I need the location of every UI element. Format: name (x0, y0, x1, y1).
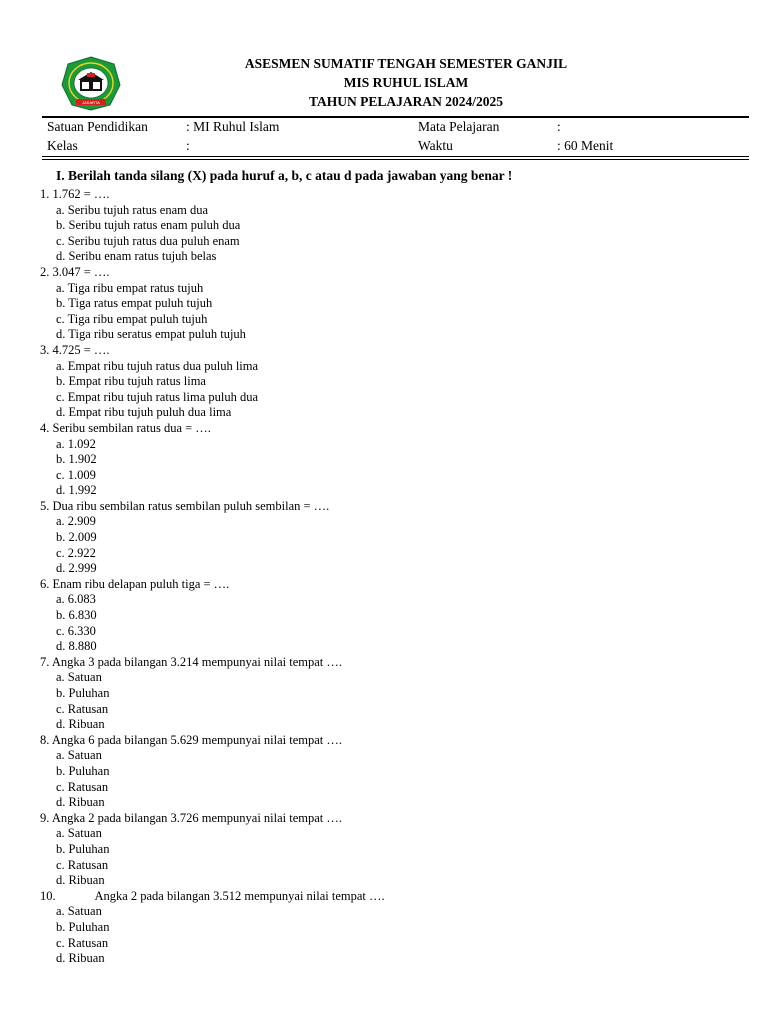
question-list (40, 187, 740, 967)
waktu-value: : 60 Menit (557, 138, 614, 153)
answer-option: c. 6.330 (56, 623, 96, 638)
question-number: 4. (40, 420, 50, 435)
question-item (40, 499, 740, 577)
question-item (40, 733, 740, 811)
question-text (40, 187, 740, 203)
satuan-value: : MI Ruhul Islam (186, 119, 280, 134)
question-prompt: Angka 3 pada bilangan 3.214 mempunyai nilai tempat …. (51, 654, 343, 669)
answer-option: a. 6.083 (56, 592, 96, 607)
question-prompt: Angka 2 pada bilangan 3.512 mempunyai nilai tempat …. (94, 888, 385, 903)
answer-option: d. Ribuan (56, 951, 105, 966)
question-item (40, 811, 740, 889)
answer-option: a. Satuan (56, 748, 102, 763)
answer-options (56, 281, 740, 343)
answer-option: c. 2.922 (56, 545, 96, 560)
answer-option: b. Puluhan (56, 763, 110, 778)
answer-option: d. Ribuan (56, 873, 105, 888)
answer-option: a. 2.909 (56, 514, 96, 529)
answer-option: c. Empat ribu tujuh ratus lima puluh dua (56, 389, 259, 404)
answer-option: c. 1.009 (56, 467, 96, 482)
question-text (40, 265, 740, 281)
answer-option: c. Ratusan (56, 701, 109, 716)
answer-option: c. Ratusan (56, 779, 109, 794)
kelas-label: Kelas (47, 138, 78, 153)
question-number: 7. (40, 654, 50, 669)
answer-option: a. Empat ribu tujuh ratus dua puluh lima (56, 358, 259, 373)
question-item (40, 343, 740, 421)
answer-option: a. Seribu tujuh ratus enam dua (56, 202, 209, 217)
question-number: 1. (40, 187, 50, 201)
answer-option: c. Tiga ribu empat puluh tujuh (56, 311, 208, 326)
question-number: 6. (40, 576, 50, 591)
question-text (40, 343, 740, 359)
mapel-label: Mata Pelajaran (418, 119, 500, 134)
answer-options (56, 437, 740, 499)
answer-option: a. Satuan (56, 904, 102, 919)
mapel-value: : (557, 119, 561, 134)
answer-option: d. Ribuan (56, 717, 105, 732)
answer-option: b. 2.009 (56, 530, 97, 545)
question-item (40, 421, 740, 499)
answer-option: b. Seribu tujuh ratus enam puluh dua (56, 218, 241, 233)
answer-options (56, 826, 740, 888)
header-divider-bottom (42, 156, 749, 157)
answer-option: b. Puluhan (56, 686, 110, 700)
question-number: 9. (40, 810, 50, 825)
answer-options (56, 203, 740, 265)
answer-option: a. Tiga ribu empat ratus tujuh (56, 280, 204, 295)
answer-option: b. 1.902 (56, 452, 97, 467)
question-prompt: 4.725 = …. (52, 342, 110, 357)
question-text (40, 811, 740, 827)
answer-options (56, 748, 740, 810)
answer-option: c. Ratusan (56, 935, 109, 950)
header-divider-top (42, 116, 749, 118)
answer-option: d. Empat ribu tujuh puluh dua lima (56, 405, 232, 420)
question-text (40, 421, 740, 437)
question-number: 8. (40, 732, 50, 747)
logo-text: JAKARTA (82, 100, 100, 105)
answer-options (56, 670, 740, 732)
question-prompt: Enam ribu delapan puluh tiga = …. (52, 576, 230, 591)
question-text (40, 577, 740, 593)
question-number: 10. (40, 888, 56, 903)
question-prompt: Dua ribu sembilan ratus sembilan puluh sembilan = …. (52, 498, 330, 513)
question-text (40, 889, 740, 905)
question-item (40, 889, 740, 967)
answer-option: d. 1.992 (56, 483, 97, 498)
question-text (40, 733, 740, 749)
answer-option: d. 2.999 (56, 561, 97, 576)
answer-options (56, 359, 740, 421)
question-number: 5. (40, 498, 50, 513)
answer-option: a. Satuan (56, 670, 102, 685)
question-prompt: 3.047 = …. (52, 264, 110, 279)
answer-option: d. Tiga ribu seratus empat puluh tujuh (56, 327, 246, 342)
answer-option: b. 6.830 (56, 608, 97, 623)
answer-option: b. Puluhan (56, 919, 110, 934)
answer-option: c. Ratusan (56, 857, 109, 872)
kelas-value: : (186, 138, 190, 153)
answer-options (56, 904, 740, 966)
school-name: MIS RUHUL ISLAM (343, 75, 469, 90)
question-item (40, 265, 740, 343)
answer-option: d. 8.880 (56, 639, 97, 654)
answer-options (56, 592, 740, 654)
answer-option: b. Empat ribu tujuh ratus lima (56, 374, 206, 389)
header-divider-bottom-2 (42, 159, 749, 160)
exam-title: ASESMEN SUMATIF TENGAH SEMESTER GANJIL (244, 56, 568, 71)
question-prompt: Angka 6 pada bilangan 5.629 mempunyai nilai tempat …. (51, 732, 343, 747)
section-instruction: I. Berilah tanda silang (X) pada huruf a, b, c atau d pada jawaban yang benar ! (56, 168, 513, 183)
answer-option: d. Seribu enam ratus tujuh belas (56, 249, 217, 264)
question-prompt: Angka 2 pada bilangan 3.726 mempunyai nilai tempat …. (51, 810, 343, 825)
answer-option: b. Tiga ratus empat puluh tujuh (56, 296, 213, 311)
question-text (40, 499, 740, 515)
question-number: 3. (40, 342, 50, 357)
waktu-label: Waktu (418, 138, 453, 153)
answer-options (56, 514, 740, 576)
question-text (40, 655, 740, 671)
question-prompt: 1.762 = …. (52, 187, 110, 201)
question-item (40, 655, 740, 733)
question-item (40, 187, 740, 265)
question-item (40, 577, 740, 655)
answer-option: a. 1.092 (56, 436, 96, 451)
answer-option: a. Satuan (56, 826, 102, 841)
answer-option: b. Puluhan (56, 841, 110, 856)
question-number: 2. (40, 264, 50, 279)
question-prompt: Seribu sembilan ratus dua = …. (52, 420, 211, 435)
answer-option: c. Seribu tujuh ratus dua puluh enam (56, 233, 240, 248)
satuan-label: Satuan Pendidikan (47, 119, 148, 134)
academic-year: TAHUN PELAJARAN 2024/2025 (308, 94, 503, 109)
answer-option: d. Ribuan (56, 795, 105, 810)
